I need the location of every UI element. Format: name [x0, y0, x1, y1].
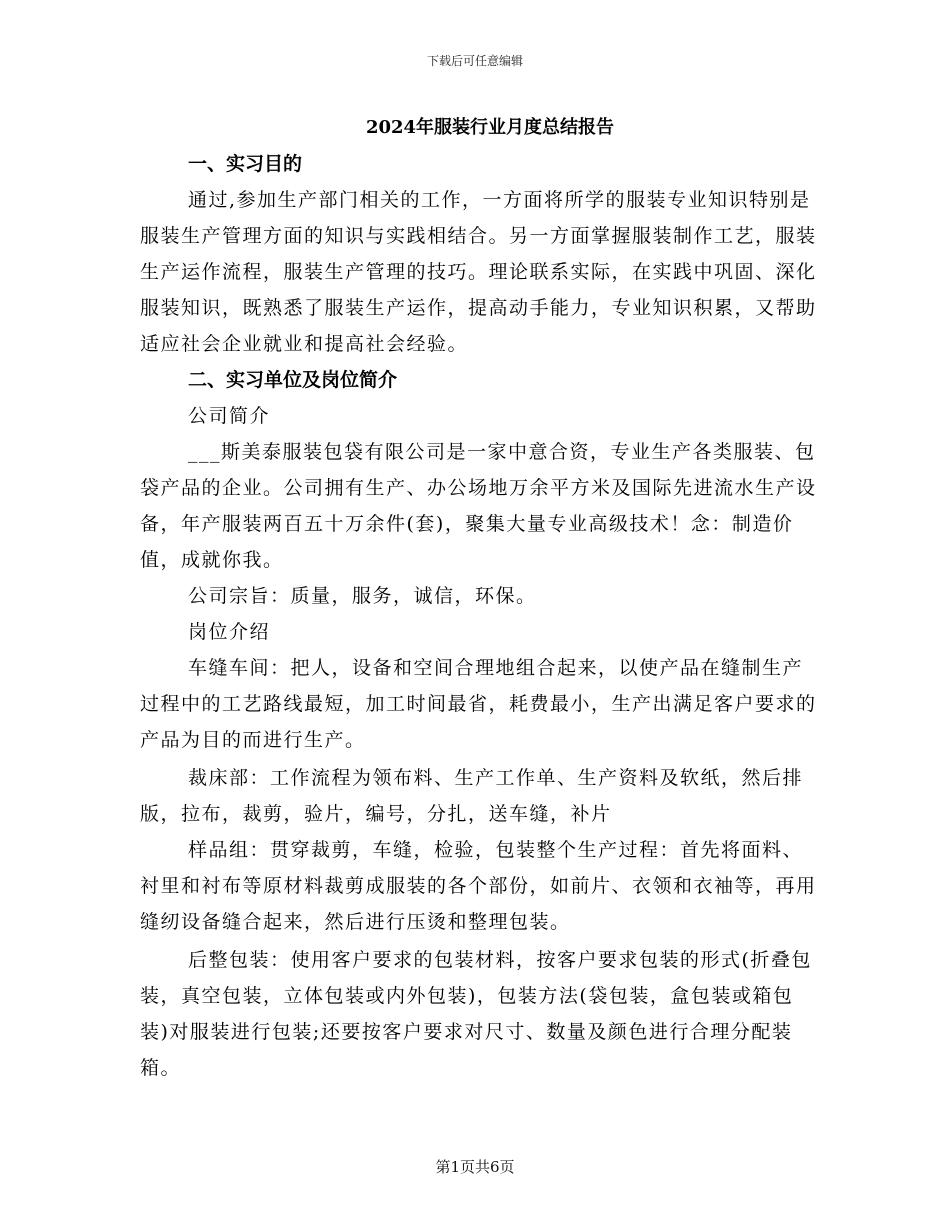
section-heading-purpose: 一、实习目的	[188, 153, 303, 175]
company-intro-paragraph: ___斯美泰服装包袋有限公司是一家中意合资，专业生产各类服装、包袋产品的企业。公司拥有生产、办公场地万余平方米及国际先进流水生产设备，年产服装两百五十万余件(套)，聚集大量专业高级技术！念：制造价值，成就你我。	[140, 441, 817, 571]
cutting-dept-paragraph: 裁床部：工作流程为领布料、生产工作单、生产资料及软纸，然后排版，拉布，裁剪，验片，编号，分扎，送车缝，补片	[140, 767, 804, 825]
sewing-workshop-paragraph: 车缝车间：把人，设备和空间合理地组合起来，以使产品在缝制生产过程中的工艺路线最短，加工时间最省，耗费最小，生产出满足客户要求的产品为目的而进行生产。	[140, 657, 817, 751]
document-title: 2024年服装行业月度总结报告	[365, 117, 615, 138]
document-body	[140, 110, 820, 1086]
header-note: 下载后可任意编辑	[426, 54, 523, 68]
company-tenet: 公司宗旨：质量，服务，诚信，环保。	[188, 585, 537, 607]
page-number: 第1页共6页	[435, 1158, 515, 1176]
section-heading-company: 二、实习单位及岗位简介	[188, 369, 398, 391]
sample-group-paragraph: 样品组：贯穿裁剪，车缝，检验，包装整个生产过程：首先将面料、衬里和衬布等原材料裁剪成服装的各个部份，如前片、衣领和衣袖等，再用缝纫设备缝合起来，然后进行压烫和整理包装。	[140, 839, 817, 933]
company-intro-label: 公司简介	[188, 405, 271, 427]
purpose-paragraph: 通过,参加生产部门相关的工作，一方面将所学的服装专业知识特别是服装生产管理方面的知识与实践相结合。另一方面掌握服装制作工艺，服装生产运作流程，服装生产管理的技巧。理论联系实际，在实践中巩固、深化服装知识，既熟悉了服装生产运作，提高动手能力，专业知识积累，又帮助适应社会企业就业和提高社会经验。	[140, 189, 817, 355]
packing-paragraph: 后整包装：使用客户要求的包装材料，按客户要求包装的形式(折叠包装，真空包装，立体包装或内外包装)，包装方法(袋包装，盒包装或箱包装)对服装进行包装;还要按客户要求对尺寸、数量及颜色进行合理分配装箱。	[140, 949, 812, 1079]
post-intro-label: 岗位介绍	[188, 621, 271, 643]
